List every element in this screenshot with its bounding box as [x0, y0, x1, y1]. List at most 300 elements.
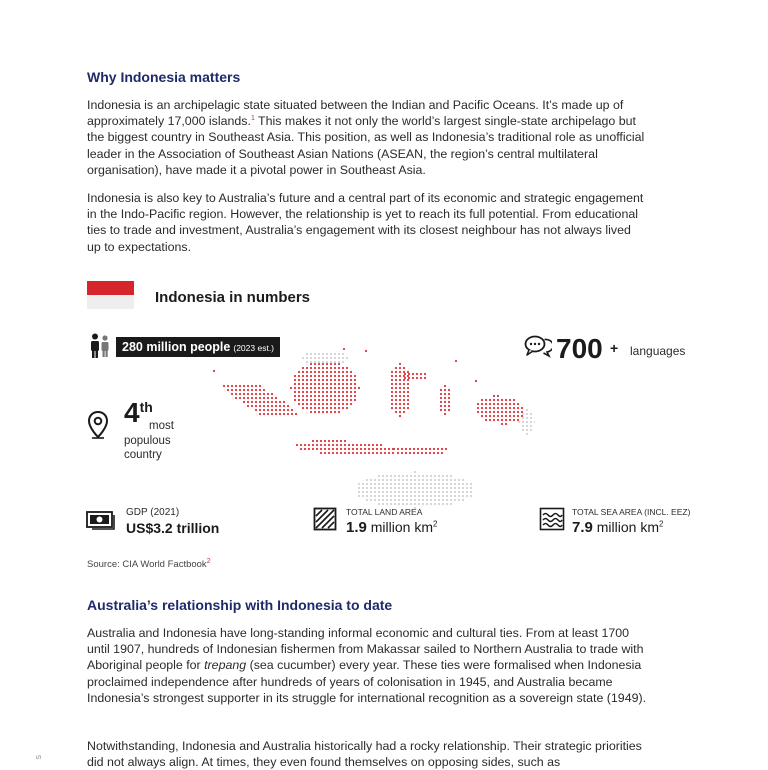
map-dot: [530, 417, 532, 419]
map-dot: [462, 487, 464, 489]
map-dot: [322, 399, 324, 401]
map-dot: [338, 383, 340, 385]
map-dot: [318, 363, 320, 365]
map-dot: [308, 448, 310, 450]
map-dot: [395, 411, 397, 413]
map-dot: [330, 403, 332, 405]
footnote-ref[interactable]: 1: [250, 115, 255, 123]
map-dot: [358, 495, 360, 497]
map-dot: [320, 440, 322, 442]
map-dot: [444, 401, 446, 403]
map-dot: [399, 379, 401, 381]
map-dot: [328, 444, 330, 446]
map-dot: [414, 503, 416, 505]
map-dot: [334, 357, 336, 359]
map-dot: [251, 389, 253, 391]
map-dot: [326, 357, 328, 359]
map-dot: [330, 395, 332, 397]
map-dot: [330, 387, 332, 389]
map-dot: [330, 411, 332, 413]
map-dot: [505, 399, 507, 401]
map-dot: [312, 444, 314, 446]
map-dot: [334, 403, 336, 405]
map-dot: [430, 479, 432, 481]
map-dot: [481, 407, 483, 409]
map-dot: [493, 395, 495, 397]
map-dot: [418, 503, 420, 505]
map-dot: [326, 361, 328, 363]
map-dot: [243, 401, 245, 403]
map-dot: [259, 409, 261, 411]
map-dot: [437, 448, 439, 450]
map-dot: [513, 415, 515, 417]
map-dot: [346, 391, 348, 393]
map-dot: [314, 399, 316, 401]
map-dot: [354, 399, 356, 401]
map-dot: [283, 405, 285, 407]
map-dot: [418, 483, 420, 485]
map-dot: [458, 487, 460, 489]
sea-area-unit: million km: [592, 519, 659, 535]
map-dot: [368, 444, 370, 446]
map-dot: [395, 379, 397, 381]
map-dot: [470, 487, 472, 489]
map-dot: [356, 452, 358, 454]
map-dot: [342, 399, 344, 401]
map-dot: [493, 403, 495, 405]
map-dot: [322, 403, 324, 405]
map-dot: [444, 405, 446, 407]
paragraph-text: Indonesia is an archipelagic state situated between the Indian and Pacific Oceans. It’s made up of approximately 17,000 islands.: [87, 98, 624, 129]
map-dot: [322, 407, 324, 409]
map-dot: [235, 397, 237, 399]
map-dot: [395, 391, 397, 393]
map-dot: [271, 397, 273, 399]
map-dot: [481, 399, 483, 401]
map-dot: [505, 407, 507, 409]
map-dot: [314, 353, 316, 355]
population-note: (2023 est.): [233, 343, 275, 353]
map-dot: [310, 371, 312, 373]
map-dot: [306, 383, 308, 385]
map-dot: [442, 499, 444, 501]
map-dot: [407, 399, 409, 401]
map-dot: [247, 405, 249, 407]
map-dot: [255, 385, 257, 387]
map-dot: [403, 375, 405, 377]
map-dot: [430, 483, 432, 485]
map-dot: [530, 421, 532, 423]
map-dot: [454, 483, 456, 485]
map-dot: [426, 495, 428, 497]
map-dot: [340, 444, 342, 446]
map-dot: [466, 491, 468, 493]
map-dot: [526, 425, 528, 427]
map-dot: [386, 487, 388, 489]
map-dot: [454, 495, 456, 497]
map-dot: [390, 503, 392, 505]
map-dot: [259, 413, 261, 415]
map-dot: [330, 383, 332, 385]
map-dot: [326, 375, 328, 377]
map-dot: [442, 495, 444, 497]
map-dot: [227, 385, 229, 387]
map-dot: [370, 479, 372, 481]
map-dot: [314, 407, 316, 409]
rank-digit: 4: [124, 397, 140, 428]
map-dot: [332, 440, 334, 442]
map-dot: [477, 411, 479, 413]
map-dot: [338, 411, 340, 413]
map-dot: [291, 409, 293, 411]
map-dot: [298, 387, 300, 389]
map-dot: [326, 391, 328, 393]
map-dot: [402, 491, 404, 493]
map-dot: [441, 448, 443, 450]
map-dot: [388, 452, 390, 454]
map-dot: [402, 483, 404, 485]
map-dot: [517, 403, 519, 405]
map-dot: [287, 409, 289, 411]
map-dot: [334, 375, 336, 377]
map-dot: [455, 360, 457, 362]
footnote-ref[interactable]: 2: [206, 558, 211, 565]
map-dot: [302, 387, 304, 389]
map-dot: [316, 444, 318, 446]
map-dot: [374, 491, 376, 493]
paragraph-key-to-australia: Indonesia is also key to Australia’s future and a central part of its economic and strategic engagement in the Indo-Pacific region. However, the relationship is yet to reach its full potential. From educational ties to trade and investment, Australia’s engagement with its closest neighbour has not always lived up to expectations.: [87, 191, 644, 254]
map-dot: [326, 353, 328, 355]
map-dot: [350, 387, 352, 389]
map-dot: [247, 393, 249, 395]
map-dot: [407, 391, 409, 393]
map-dot: [352, 448, 354, 450]
map-dot: [235, 385, 237, 387]
map-dot: [438, 479, 440, 481]
map-dot: [350, 403, 352, 405]
map-dot: [304, 444, 306, 446]
map-dot: [306, 387, 308, 389]
map-dot: [294, 399, 296, 401]
map-dot: [429, 452, 431, 454]
map-dot: [434, 499, 436, 501]
map-dot: [320, 452, 322, 454]
map-dot: [267, 397, 269, 399]
map-dot: [416, 377, 418, 379]
map-dot: [406, 491, 408, 493]
map-dot: [251, 393, 253, 395]
map-dot: [334, 395, 336, 397]
map-dot: [462, 483, 464, 485]
map-dot: [448, 389, 450, 391]
map-dot: [386, 499, 388, 501]
map-dot: [413, 452, 415, 454]
map-dot: [294, 387, 296, 389]
map-dot: [401, 452, 403, 454]
map-dot: [422, 479, 424, 481]
map-dot: [314, 367, 316, 369]
map-dot: [346, 379, 348, 381]
map-dot: [397, 452, 399, 454]
map-dot: [380, 448, 382, 450]
map-dot: [501, 411, 503, 413]
map-dot: [294, 391, 296, 393]
map-dot: [444, 389, 446, 391]
map-dot: [458, 483, 460, 485]
map-dot: [322, 387, 324, 389]
map-dot: [318, 387, 320, 389]
map-dot: [346, 371, 348, 373]
map-dot: [438, 475, 440, 477]
map-dot: [526, 413, 528, 415]
paragraph-text: This makes it not only the world’s largest single-state archipelago but the biggest country in Southeast Asia. This position, as well as Indonesia’s traditional role as unofficial leader in the Association of Southeast Asian Nations (ASEAN, the region’s central multilateral organisation), have made it a pivotal power in Southeast Asia.: [87, 114, 645, 177]
map-dot: [418, 495, 420, 497]
banknote-icon: [86, 509, 116, 531]
map-dot: [394, 475, 396, 477]
source-note: [87, 558, 211, 570]
languages-label: languages: [630, 344, 686, 358]
map-dot: [398, 487, 400, 489]
map-dot: [399, 403, 401, 405]
map-dot: [493, 407, 495, 409]
map-dot: [378, 495, 380, 497]
map-dot: [395, 367, 397, 369]
map-dot: [306, 375, 308, 377]
side-margin-mark: S: [36, 755, 43, 760]
map-dot: [334, 387, 336, 389]
map-dot: [346, 367, 348, 369]
map-dot: [517, 419, 519, 421]
map-dot: [251, 401, 253, 403]
map-dot: [300, 444, 302, 446]
map-dot: [338, 363, 340, 365]
map-dot: [322, 353, 324, 355]
map-dot: [378, 499, 380, 501]
map-dot: [407, 375, 409, 377]
map-dot: [365, 350, 367, 352]
map-dot: [448, 401, 450, 403]
map-dot: [328, 440, 330, 442]
map-dot: [426, 503, 428, 505]
map-dot: [306, 379, 308, 381]
map-dot: [518, 421, 520, 423]
map-dot: [283, 413, 285, 415]
map-dot: [298, 391, 300, 393]
map-dot: [414, 499, 416, 501]
map-dot: [513, 411, 515, 413]
map-dot: [517, 407, 519, 409]
map-dot: [414, 487, 416, 489]
map-dot: [275, 405, 277, 407]
map-dot: [259, 393, 261, 395]
map-dot: [378, 475, 380, 477]
map-dot: [235, 389, 237, 391]
map-dot: [426, 475, 428, 477]
map-dot: [399, 387, 401, 389]
map-dot: [458, 499, 460, 501]
map-dot: [434, 491, 436, 493]
land-area-value: [346, 519, 437, 536]
map-dot: [414, 479, 416, 481]
map-dot: [324, 440, 326, 442]
map-dot: [399, 391, 401, 393]
map-dot: [394, 487, 396, 489]
map-dot: [501, 419, 503, 421]
map-dot: [407, 395, 409, 397]
map-dot: [438, 503, 440, 505]
map-dot: [263, 393, 265, 395]
map-dot: [477, 407, 479, 409]
map-dot: [390, 479, 392, 481]
map-dot: [334, 379, 336, 381]
map-dot: [358, 487, 360, 489]
map-dot: [394, 483, 396, 485]
map-dot: [517, 415, 519, 417]
map-dot: [350, 371, 352, 373]
map-dot: [399, 375, 401, 377]
map-dot: [374, 499, 376, 501]
map-dot: [263, 409, 265, 411]
map-dot: [403, 407, 405, 409]
map-dot: [403, 411, 405, 413]
map-dot: [306, 395, 308, 397]
map-dot: [342, 403, 344, 405]
map-dot: [374, 495, 376, 497]
map-dot: [314, 411, 316, 413]
sea-area-exponent: 2: [658, 519, 664, 529]
map-dot: [295, 413, 297, 415]
map-dot: [399, 371, 401, 373]
map-dot: [302, 375, 304, 377]
map-dot: [330, 399, 332, 401]
map-dot: [409, 448, 411, 450]
map-dot: [334, 361, 336, 363]
map-dot: [418, 475, 420, 477]
map-dot: [446, 499, 448, 501]
map-dot: [342, 379, 344, 381]
map-dot: [298, 403, 300, 405]
map-dot: [338, 399, 340, 401]
map-dot: [513, 419, 515, 421]
map-dot: [505, 423, 507, 425]
map-dot: [239, 389, 241, 391]
map-dot: [358, 387, 360, 389]
map-dot: [438, 487, 440, 489]
map-dot: [243, 385, 245, 387]
map-dot: [391, 387, 393, 389]
map-dot: [231, 385, 233, 387]
map-dot: [434, 503, 436, 505]
map-dot: [342, 375, 344, 377]
map-dot: [442, 483, 444, 485]
map-dot: [352, 444, 354, 446]
map-dot: [312, 440, 314, 442]
sea-area-number: 7.9: [572, 519, 593, 536]
map-dot: [422, 503, 424, 505]
map-dot: [227, 389, 229, 391]
map-dot: [302, 407, 304, 409]
map-dot: [294, 375, 296, 377]
land-area-unit: million km: [366, 519, 433, 535]
map-dot: [417, 452, 419, 454]
map-dot: [255, 397, 257, 399]
map-dot: [446, 479, 448, 481]
map-dot: [526, 421, 528, 423]
map-dot: [530, 429, 532, 431]
map-dot: [418, 491, 420, 493]
map-dot: [255, 409, 257, 411]
map-dot: [402, 487, 404, 489]
map-dot: [458, 491, 460, 493]
map-dot: [485, 403, 487, 405]
map-dot: [410, 499, 412, 501]
map-dot: [263, 413, 265, 415]
map-dot: [425, 452, 427, 454]
map-dot: [430, 475, 432, 477]
map-dot: [326, 363, 328, 365]
sea-area-label: TOTAL SEA AREA (INCL. EEZ): [572, 507, 691, 517]
map-dot: [406, 495, 408, 497]
land-area-number: 1.9: [346, 519, 367, 536]
map-dot: [366, 491, 368, 493]
map-dot: [521, 415, 523, 417]
map-dot: [446, 503, 448, 505]
map-dot: [314, 363, 316, 365]
map-dot: [344, 440, 346, 442]
gdp-label: GDP (2021): [126, 507, 180, 518]
map-dot: [497, 399, 499, 401]
map-dot: [231, 389, 233, 391]
map-dot: [489, 411, 491, 413]
map-dot: [526, 433, 528, 435]
map-dot: [259, 397, 261, 399]
map-dot: [526, 429, 528, 431]
map-dot: [395, 375, 397, 377]
map-dot: [310, 403, 312, 405]
map-dot: [354, 387, 356, 389]
map-dot: [522, 413, 524, 415]
map-dot: [430, 503, 432, 505]
map-dot: [426, 479, 428, 481]
map-dot: [416, 373, 418, 375]
map-dot: [481, 403, 483, 405]
map-dot: [395, 399, 397, 401]
map-dot: [398, 479, 400, 481]
map-dot: [414, 495, 416, 497]
map-dot: [318, 375, 320, 377]
map-dot: [348, 444, 350, 446]
map-dot: [407, 379, 409, 381]
map-dot: [442, 487, 444, 489]
map-dot: [395, 387, 397, 389]
map-dot: [462, 499, 464, 501]
map-dot: [306, 391, 308, 393]
map-dot: [358, 483, 360, 485]
map-dot: [338, 395, 340, 397]
map-dot: [342, 395, 344, 397]
map-dot: [450, 495, 452, 497]
map-dot: [493, 399, 495, 401]
map-dot: [326, 403, 328, 405]
paragraph-rocky-relationship: Notwithstanding, Indonesia and Australia historically had a rocky relationship. Their strategic priorities did not always align. At times, they even found themselves on opposing sides, such as: [87, 739, 642, 770]
map-dot: [310, 353, 312, 355]
map-dot: [395, 371, 397, 373]
map-dot: [310, 391, 312, 393]
map-dot: [344, 444, 346, 446]
map-dot: [255, 393, 257, 395]
map-dot: [434, 495, 436, 497]
map-dot: [448, 393, 450, 395]
